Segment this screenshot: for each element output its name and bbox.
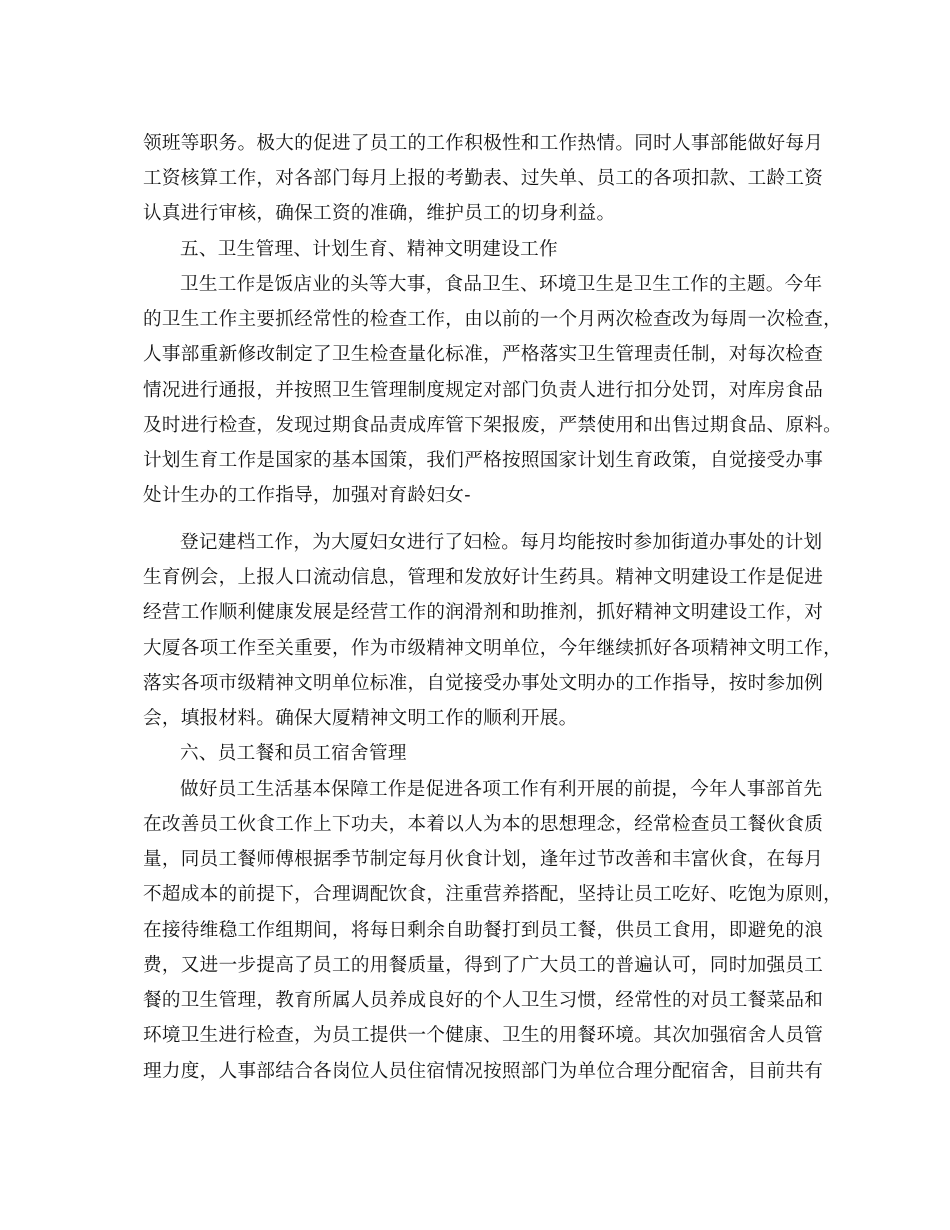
paragraph-line: 计划生育工作是国家的基本国策，我们严格按照国家计划生育政策，自觉接受办事 [143,450,824,471]
paragraph-line: 领班等职务。极大的促进了员工的工作积极性和工作热情。同时人事部能做好每月 [143,133,824,154]
paragraph-line: 大厦各项工作至关重要，作为市级精神文明单位，今年继续抓好各项精神文明工作， [143,638,843,659]
paragraph-line: 餐的卫生管理，教育所属人员养成良好的个人卫生习惯，经常性的对员工餐菜品和 [143,990,824,1011]
paragraph-line: 情况进行通报，并按照卫生管理制度规定对部门负责人进行扣分处罚，对库房食品 [143,380,824,401]
paragraph-line: 费，又进一步提高了员工的用餐质量，得到了广大员工的普遍认可，同时加强员工 [143,955,824,976]
paragraph-line: 落实各项市级精神文明单位标准，自觉接受办事处文明办的工作指导，按时参加例 [143,673,824,694]
paragraph-line: 做好员工生活基本保障工作是促进各项工作有利开展的前提，今年人事部首先 [180,779,823,800]
paragraph-line: 理力度，人事部结合各岗位人员住宿情况按照部门为单位合理分配宿舍，目前共有 [143,1061,824,1082]
paragraph-line: 工资核算工作，对各部门每月上报的考勤表、过失单、员工的各项扣款、工龄工资 [143,168,824,189]
paragraph-line: 在接待维稳工作组期间，将每日剩余自助餐打到员工餐，供员工食用，即避免的浪 [143,920,824,941]
section-heading: 六、员工餐和员工宿舍管理 [180,743,407,764]
paragraph-line: 及时进行检查，发现过期食品责成库管下架报废，严禁使用和出售过期食品、原料。 [143,415,843,436]
paragraph-line: 不超成本的前提下，合理调配饮食，注重营养搭配，坚持让员工吃好、吃饱为原则， [143,884,843,905]
section-heading: 五、卫生管理、计划生育、精神文明建设工作 [180,239,558,260]
paragraph-line: 处计生办的工作指导，加强对育龄妇女- [143,485,471,506]
paragraph-line: 人事部重新修改制定了卫生检查量化标准，严格落实卫生管理责任制，对每次检查 [143,344,824,365]
paragraph-line: 的卫生工作主要抓经常性的检查工作，由以前的一个月两次检查改为每周一次检查， [143,309,843,330]
paragraph-line: 卫生工作是饭店业的头等大事，食品卫生、环境卫生是卫生工作的主题。今年 [180,274,823,295]
paragraph-line: 生育例会，上报人口流动信息，管理和发放好计生药具。精神文明建设工作是促进 [143,567,824,588]
paragraph-line: 登记建档工作，为大厦妇女进行了妇检。每月均能按时参加街道办事处的计划 [180,532,823,553]
paragraph-line: 经营工作顺利健康发展是经营工作的润滑剂和助推剂，抓好精神文明建设工作，对 [143,602,824,623]
paragraph-line: 量，同员工餐师傅根据季节制定每月伙食计划，逢年过节改善和丰富伙食，在每月 [143,849,824,870]
paragraph-line: 认真进行审核，确保工资的准确，维护员工的切身利益。 [143,203,616,224]
paragraph-line: 环境卫生进行检查，为员工提供一个健康、卫生的用餐环境。其次加强宿舍人员管 [143,1025,824,1046]
paragraph-line: 在改善员工伙食工作上下功夫，本着以人为本的思想理念，经常检查员工餐伙食质 [143,814,824,835]
paragraph-line: 会，填报材料。确保大厦精神文明工作的顺利开展。 [143,708,578,729]
